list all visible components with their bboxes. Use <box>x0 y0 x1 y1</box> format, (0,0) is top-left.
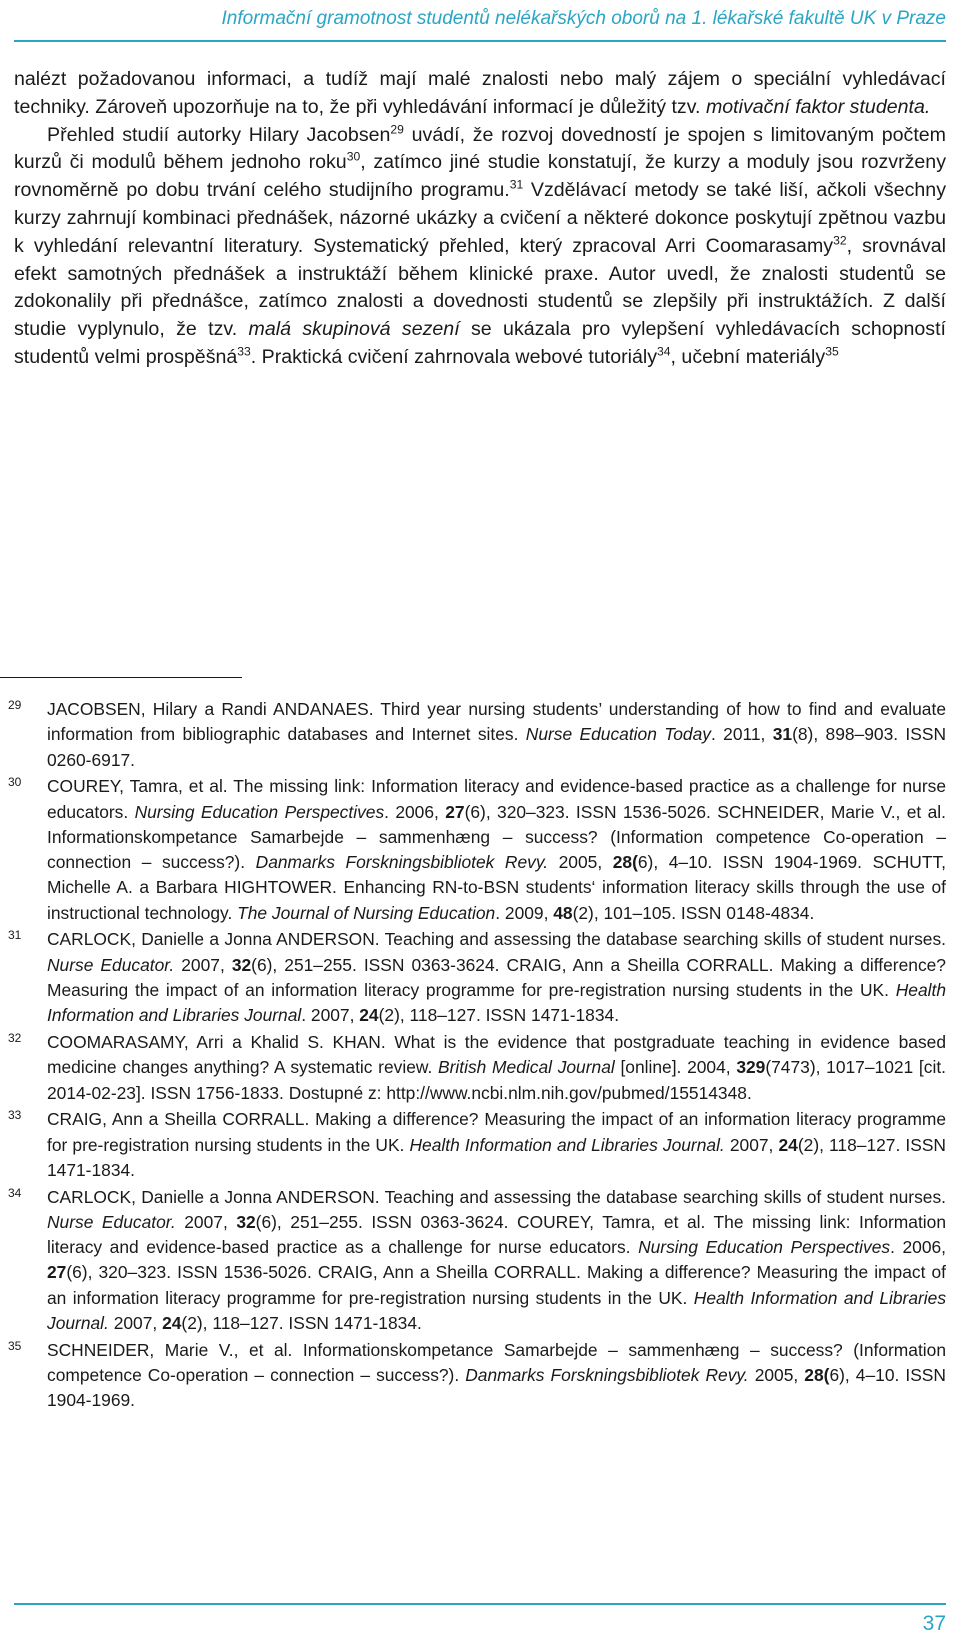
footnote-ref-29[interactable]: 29 <box>390 122 404 137</box>
footnote-29: 29 JACOBSEN, Hilary a Randi ANDANAES. Third year nursing students’ understanding of how to find and evaluate information from bibliographic databases and Internet sites. Nurse Education Today. 2011, 31(8), 898–903. ISSN 0260-6917. <box>0 697 946 773</box>
footnote-34: 34 CARLOCK, Danielle a Jonna ANDERSON. Teaching and assessing the database searching skills of student nurses. Nurse Educator. 2007, 32(6), 251–255. ISSN 0363-3624. COUREY, Tamra, et al. The missing link: Information literacy and evidence-based practice as a challenge for nurse educators. Nursing Education Perspectives. 2006, 27(6), 320–323. ISSN 1536-5026. CRAIG, Ann a Sheilla CORRALL. Making a difference? Measuring the impact of an information literacy programme for pre-registration nursing students in the UK. Health Information and Libraries Journal. 2007, 24(2), 118–127. ISSN 1471-1834. <box>0 1185 946 1337</box>
footnote-ref-30[interactable]: 30 <box>346 149 361 164</box>
footnote-31: 31 CARLOCK, Danielle a Jonna ANDERSON. Teaching and assessing the database searching skills of student nurses. Nurse Educator. 2007, 32(6), 251–255. ISSN 0363-3624. CRAIG, Ann a Sheilla CORRALL. Making a difference? Measuring the impact of an information literacy programme for pre-registration nursing students in the UK. Health Information and Libraries Journal. 2007, 24(2), 118–127. ISSN 1471-1834. <box>0 927 946 1028</box>
footnote-number: 35 <box>8 1338 22 1353</box>
page-header <box>0 0 960 44</box>
emphasis-small-groups: malá skupinová sezení <box>248 318 460 341</box>
footnote-number: 32 <box>8 1031 22 1046</box>
footnote-33: 33 CRAIG, Ann a Sheilla CORRALL. Making a difference? Measuring the impact of an information literacy programme for pre-registration nursing students in the UK. Health Information and Libraries Journal. 2007, 24(2), 118–127. ISSN 1471-1834. <box>0 1107 946 1183</box>
footnote-number: 33 <box>8 1108 22 1123</box>
footnote-ref-35[interactable]: 35 <box>825 344 839 359</box>
footnote-ref-33[interactable]: 33 <box>237 344 251 359</box>
footnote-separator <box>0 677 242 678</box>
footnote-32: 32 COOMARASAMY, Arri a Khalid S. KHAN. What is the evidence that postgraduate teaching in evidence based medicine changes anything? A systematic review. British Medical Journal [online]. 2004, 329(7473), 1017–1021 [cit. 2014-02-23]. ISSN 1756-1833. Dostupné z: http://www.ncbi.nlm.nih.gov/pubmed/15514348. <box>0 1030 946 1106</box>
emphasis-motivation: motivační faktor studenta. <box>705 95 931 118</box>
footnotes <box>0 697 946 1415</box>
paragraph-1: nalézt požadovanou informaci, a tudíž mají malé znalosti nebo malý zájem o speciální vyhledávací techniky. Zároveň upozorňuje na to, že při vyhledávání informací je důležitý tzv. motivační faktor studenta. <box>14 68 946 118</box>
footnote-ref-32[interactable]: 32 <box>833 233 847 248</box>
footnote-ref-34[interactable]: 34 <box>657 344 671 359</box>
footnote-number: 34 <box>8 1185 22 1200</box>
footnote-ref-31[interactable]: 31 <box>509 177 524 192</box>
paragraph-2: Přehled studií autorky Hilary Jacobsen$^{29}$ uvádí, že rozvoj dovedností je spojen s limitovaným počtem kurzů či modulů během jednoho roku$^{30}$, zatímco jiné studie konstatují, že kurzy a moduly jsou rozvrženy rovnoměrně po dobu trvání celého studijního programu.$^{31}$ Vzdělávací metody se také liší, ačkoli všechny kurzy zahrnují kombinaci přednášek, názorné ukázky a cvičení a některé dokonce poskytují zpětnou vazbu k vyhledání relevantní literatury. Systematický přehled, který zpracoval Arri Coomarasamy$^{32}$, srovnával efekt samotných přednášek a instruktáží během klinické praxe. Autor uvedl, že znalosti studentů se zdokonalily při přednášce, zatímco znalosti a dovednosti studentů se zlepšily při instruktážích. Z další studie vyplynulo, že tzv. malá skupinová sezení se ukázala pro vylepšení vyhledávacích schopností studentů velmi prospěšná$^{33}$. Praktická cvičení zahrnovala webové tutoriály$^{34}$, učební materiály$^{35}$ <box>14 122 947 368</box>
footnote-number: 30 <box>8 775 22 790</box>
running-header-title: Informační gramotnost studentů nelékařských oborů na 1. lékařské fakultě UK v Praze <box>221 8 946 29</box>
page-number: 37 <box>922 1612 946 1635</box>
footer-rule <box>14 1603 946 1605</box>
header-rule <box>14 40 946 42</box>
footnote-35: 35 SCHNEIDER, Marie V., et al. Informationskompetance Samarbejde – sammenhæng – success? (Information competence Co-operation – connection – success?). Danmarks Forskningsbibliotek Revy. 2005, 28(6), 4–10. ISSN 1904-1969. <box>0 1338 946 1414</box>
footnote-link-text: (7473), 1017–1021 [cit. 2014-02-23]. ISSN 1756-1833. Dostupné z: http://www.ncbi.nlm.nih.gov/pubmed/15514348. <box>47 1057 946 1103</box>
footnote-number: 31 <box>8 928 22 943</box>
footnote-number: 29 <box>8 698 22 712</box>
body-text <box>14 66 946 372</box>
footnote-30: 30 COUREY, Tamra, et al. The missing link: Information literacy and evidence-based practice as a challenge for nurse educators. Nursing Education Perspectives. 2006, 27(6), 320–323. ISSN 1536-5026. SCHNEIDER, Marie V., et al. Informationskompetance Samarbejde – sammenhæng – success? (Information competence Co-operation – connection – success?). Danmarks Forskningsbibliotek Revy. 2005, 28(6), 4–10. ISSN 1904-1969. SCHUTT, Michelle A. a Barbara HIGHTOWER. Enhancing RN-to-BSN students‘ information literacy skills through the use of instructional technology. The Journal of Nursing Education. 2009, 48(2), 101–105. ISSN 0148-4834. <box>0 774 946 926</box>
